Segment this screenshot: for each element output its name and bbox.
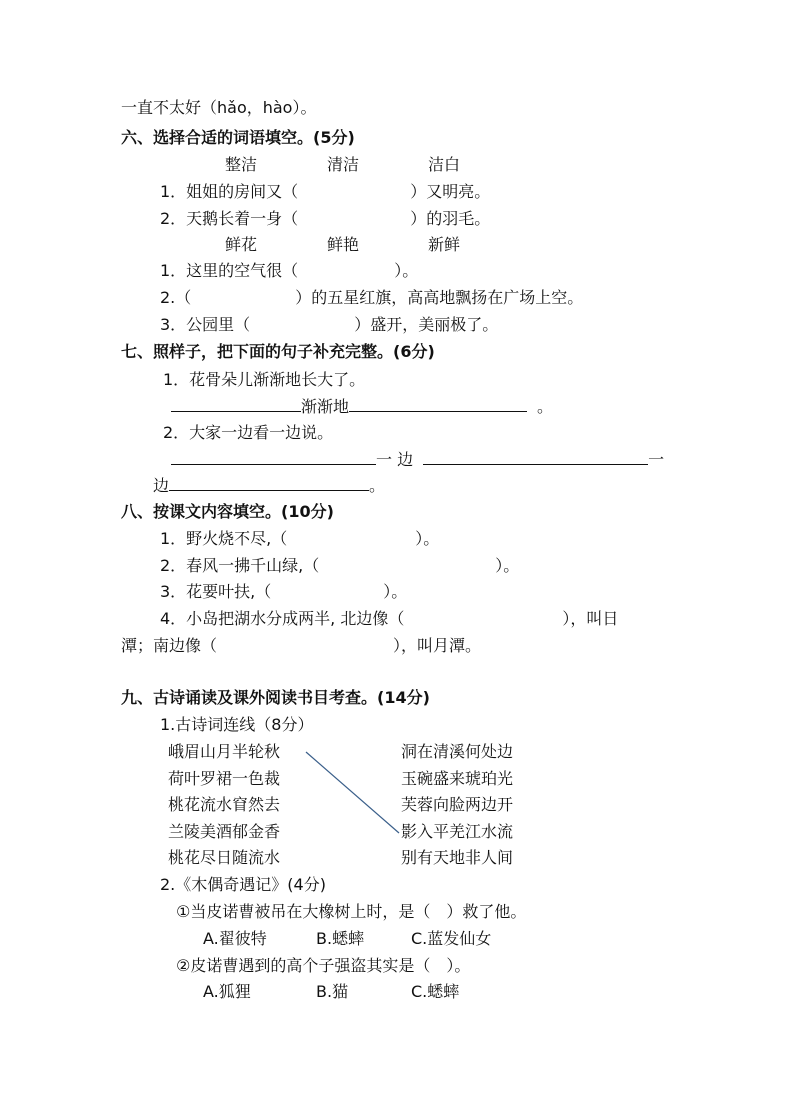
question-text: ）。 bbox=[415, 529, 440, 548]
q1-option-c[interactable]: C.蓝发仙女 bbox=[411, 929, 492, 948]
poem-right-line[interactable]: 芙蓉向脸两边开 bbox=[401, 795, 514, 814]
question-text: 3．公园里（ bbox=[160, 315, 251, 334]
poem-left-line[interactable]: 荷叶罗裙一色裁 bbox=[168, 769, 281, 788]
question-text: 1．姐姐的房间又（ bbox=[160, 182, 299, 201]
word-option: 鲜花 bbox=[225, 235, 258, 254]
word-option: 整洁 bbox=[225, 155, 258, 174]
word-option: 鲜艳 bbox=[327, 235, 360, 254]
question-text: 4．小岛把湖水分成两半, 北边像（ bbox=[160, 609, 405, 628]
poem-left-line[interactable]: 峨眉山月半轮秋 bbox=[168, 742, 281, 761]
question-text: 2.（ bbox=[160, 288, 192, 307]
intro-line: 一直不太好（hǎo，hào）。 bbox=[121, 98, 317, 117]
question-text: ）又明亮。 bbox=[410, 182, 491, 201]
book-question-1: ①当皮诺曹被吊在大橡树上时，是（ ）救了他。 bbox=[176, 902, 527, 921]
poem-right-line[interactable]: 洞在清溪何处边 bbox=[401, 742, 514, 761]
word-option: 新鲜 bbox=[428, 235, 461, 254]
poem-left-line[interactable]: 兰陵美酒郁金香 bbox=[168, 822, 281, 841]
fill-word: 一 bbox=[648, 450, 665, 469]
q2-option-c[interactable]: C.蟋蟀 bbox=[411, 982, 460, 1001]
poem-right-line[interactable]: 影入平羌江水流 bbox=[401, 822, 514, 841]
subsection-book: 2.《木偶奇遇记》(4分) bbox=[160, 875, 326, 894]
section-6-title: 六、选择合适的词语填空。(5分) bbox=[121, 128, 355, 147]
section-7-title: 七、照样子，把下面的句子补充完整。(6分) bbox=[121, 342, 435, 361]
match-connector-line bbox=[306, 752, 399, 833]
fill-word: 渐渐地 bbox=[301, 397, 350, 416]
q1-option-b[interactable]: B.蟋蟀 bbox=[316, 929, 365, 948]
q2-option-b[interactable]: B.猫 bbox=[316, 982, 349, 1001]
question-text: ）盛开，美丽极了。 bbox=[354, 315, 499, 334]
question-text: ）。 bbox=[394, 261, 419, 280]
example-sentence-2: 2．大家一边看一边说。 bbox=[163, 423, 334, 442]
q1-option-a[interactable]: A.翟彼特 bbox=[203, 929, 267, 948]
question-text: ）。 bbox=[383, 582, 408, 601]
question-text: ）的五星红旗，高高地飘扬在广场上空。 bbox=[295, 288, 584, 307]
poem-left-line[interactable]: 桃花流水窅然去 bbox=[168, 795, 281, 814]
question-text: 3．花要叶扶,（ bbox=[160, 582, 272, 601]
question-text: 1．野火烧不尽,（ bbox=[160, 529, 288, 548]
fill-word: 边 bbox=[153, 476, 170, 495]
word-option: 洁白 bbox=[428, 155, 461, 174]
section-9-title: 九、古诗诵读及课外阅读书目考查。(14分) bbox=[121, 688, 430, 707]
question-text: ）。 bbox=[495, 556, 520, 575]
subsection-poem-matching: 1.古诗词连线（8分） bbox=[160, 715, 314, 734]
question-text: 2．天鹅长着一身（ bbox=[160, 209, 299, 228]
fill-period: 。 bbox=[369, 476, 386, 495]
book-question-2: ②皮诺曹遇到的高个子强盗其实是（ ）。 bbox=[176, 956, 471, 975]
question-text: 2．春风一拂千山绿,（ bbox=[160, 556, 320, 575]
poem-right-line[interactable]: 别有天地非人间 bbox=[401, 848, 514, 867]
word-option: 清洁 bbox=[327, 155, 360, 174]
q2-option-a[interactable]: A.狐狸 bbox=[203, 982, 251, 1001]
fill-word: 一 边 bbox=[376, 450, 414, 469]
poem-right-line[interactable]: 玉碗盛来琥珀光 bbox=[401, 769, 514, 788]
question-text: ），叫月潭。 bbox=[393, 636, 482, 655]
question-text: 1．这里的空气很（ bbox=[160, 261, 299, 280]
question-text: ），叫日 bbox=[562, 609, 619, 628]
question-text: 潭；南边像（ bbox=[121, 636, 218, 655]
example-sentence-1: 1．花骨朵儿渐渐地长大了。 bbox=[163, 370, 366, 389]
poem-left-line[interactable]: 桃花尽日随流水 bbox=[168, 848, 281, 867]
question-text: ）的羽毛。 bbox=[410, 209, 491, 228]
section-8-title: 八、按课文内容填空。(10分) bbox=[121, 502, 334, 521]
fill-period: 。 bbox=[537, 397, 554, 416]
